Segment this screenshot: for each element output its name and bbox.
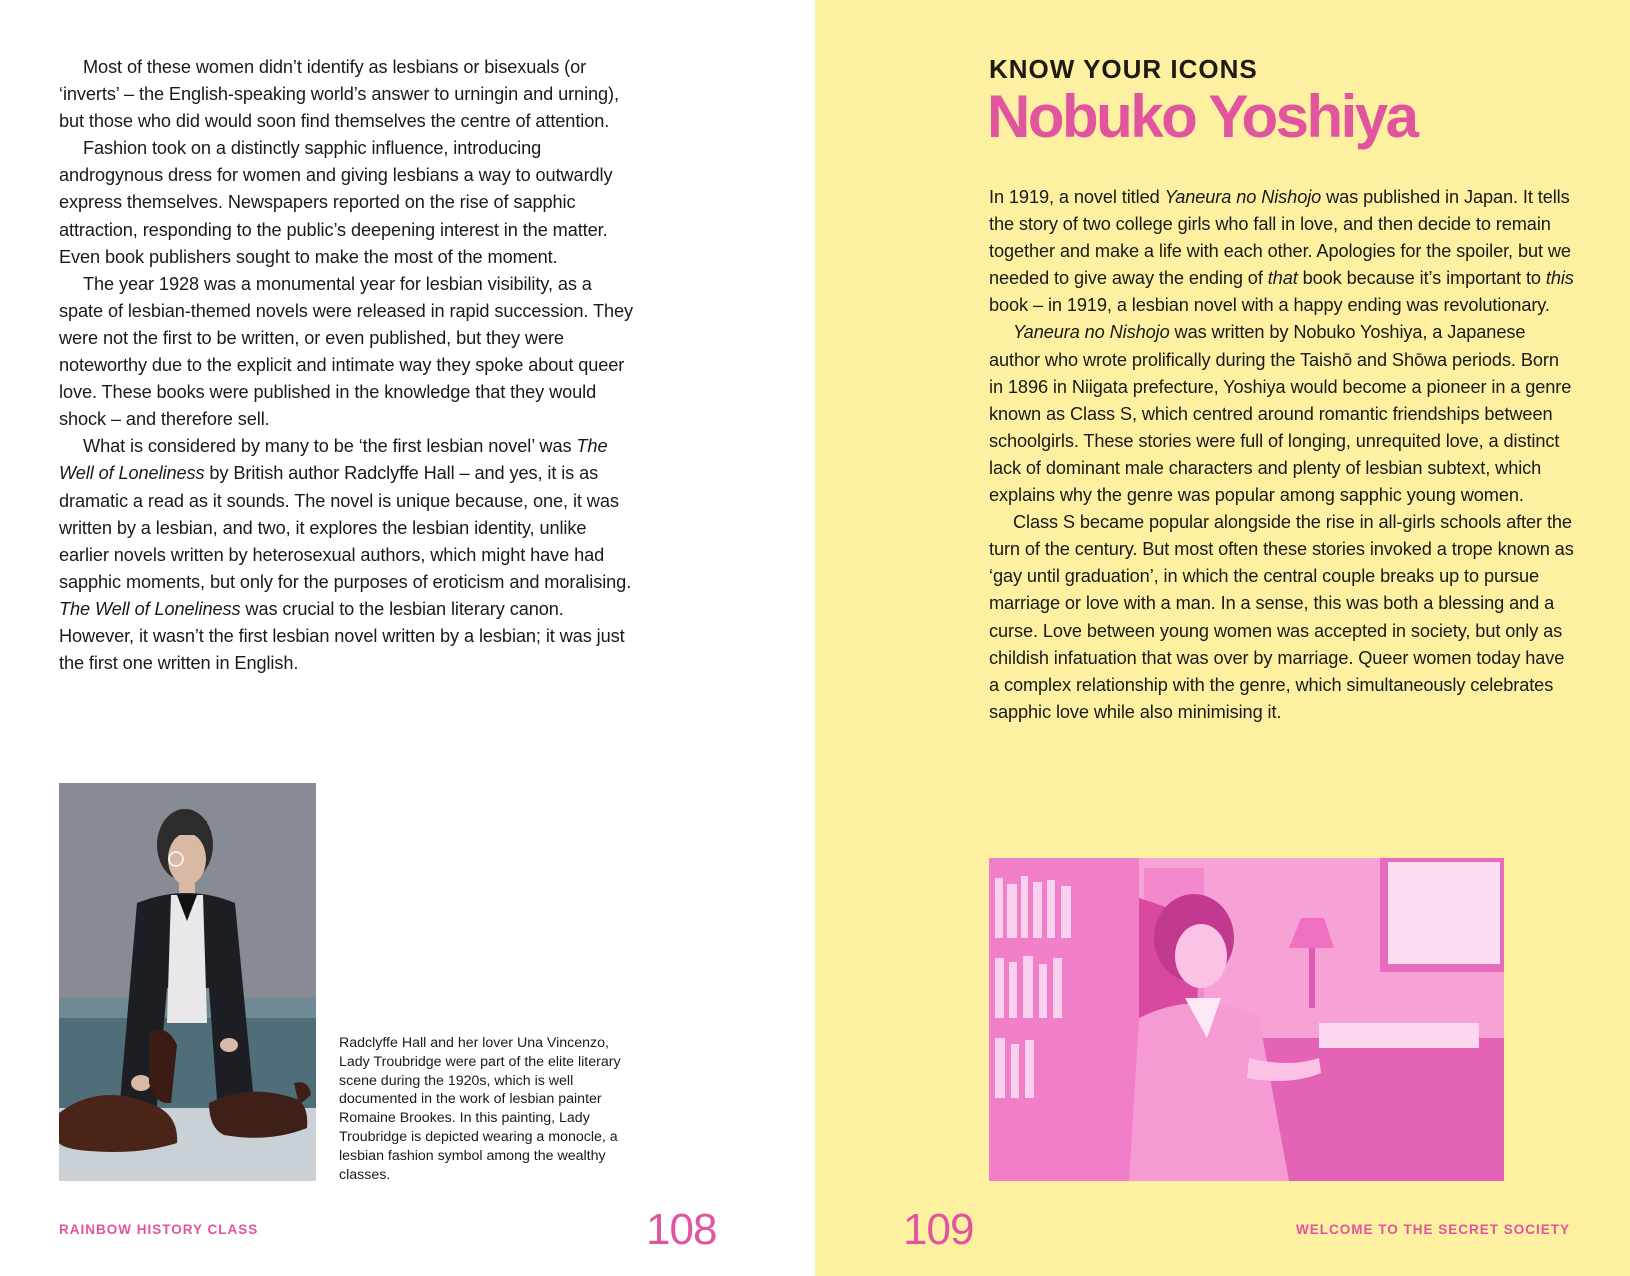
book-title: The Well of Loneliness	[59, 598, 241, 619]
text-run: book because it’s important to	[1297, 268, 1546, 289]
text-run: In 1919, a novel titled	[989, 187, 1165, 207]
painting-caption: Radclyffe Hall and her lover Una Vincenzo, Lady Troubridge were part of the elite literary scene during the 1920s, which is well documented in the work of lesbian painter Romaine Brookes. In this painting, Lady Troubridge is depicted wearing a monocle, a lesbian fashion symbol among the wealthy classes.	[339, 1035, 621, 1183]
section-kicker: KNOW YOUR ICONS	[989, 54, 1258, 84]
text-run: by British author Radclyffe Hall – and yes, it is as dramatic a read as it sounds. The novel is unique because, one, it was written by a lesbian, and two, it explores the lesbian identity, unlike earlier novels written by heterosexual authors, which might have had sapphic moments, but only for the purposes of eroticism and moralising.	[59, 463, 632, 592]
book-title: Yaneura no Nishojo	[1164, 187, 1322, 207]
book-title: The Well of Loneliness	[59, 436, 608, 484]
painting-illustration	[59, 783, 316, 1181]
page-number-right: 109	[903, 1205, 974, 1254]
right-paragraph-2	[989, 319, 1574, 509]
emphasis: that	[1267, 268, 1298, 289]
emphasis: this	[1545, 268, 1574, 289]
right-page	[815, 0, 1630, 1276]
page-number-left: 108	[646, 1205, 717, 1254]
page-headline: Nobuko Yoshiya	[987, 83, 1417, 150]
text-run: book – in 1919, a lesbian novel with a happy ending was revolutionary.	[989, 295, 1550, 316]
right-paragraph-3: Class S became popular alongside the rise in all-girls schools after the turn of the century. But most often these stories invoked a trope known as ‘gay until graduation’, in which the central couple breaks up to pursue marriage or love with a man. In a sense, this was both a blessing and a curse. Love between young women was accepted in society, but only as childish infatuation that was over by marriage. Queer women today have a complex relationship with the genre, which simultaneously celebrates sapphic love while also minimising it.	[989, 512, 1574, 722]
text-run: What is considered by many to be ‘the first lesbian novel’ was	[83, 436, 577, 457]
left-paragraph-1: Most of these women didn’t identify as lesbians or bisexuals (or ‘inverts’ – the English-speaking world’s answer to urningin and urning), but those who did would soon find themselves the centre of attention.	[59, 57, 619, 132]
text-run: was crucial to the lesbian literary canon. However, it wasn’t the first lesbian novel written by a lesbian; it was just the first one written in English.	[59, 598, 625, 674]
portrait-photo	[989, 858, 1504, 1181]
painting-image	[59, 783, 316, 1181]
running-footer-left: RAINBOW HISTORY CLASS	[59, 1222, 259, 1237]
book-title: Yaneura no Nishojo	[1013, 322, 1170, 343]
left-paragraph-2: Fashion took on a distinctly sapphic influence, introducing androgynous dress for women and giving lesbians a way to outwardly express themselves. Newspapers reported on the rise of sapphic attraction, responding to the public’s deepening interest in the matter. Even book publishers sought to make the most of the moment.	[59, 138, 613, 267]
left-paragraph-4	[59, 433, 639, 677]
running-footer-right: WELCOME TO THE SECRET SOCIETY	[1295, 1222, 1570, 1237]
text-run: was published in Japan. It tells the story of two college girls who fall in love, and then decide to remain together and make a life with each other. Apologies for the spoiler, but we needed to give away the ending of	[989, 187, 1571, 289]
right-body-text	[989, 184, 1574, 726]
photo-illustration	[989, 858, 1504, 1181]
text-run: was written by Nobuko Yoshiya, a Japanese author who wrote prolifically during the Taishō and Shōwa periods. Born in 1896 in Niigata prefecture, Yoshiya would become a pioneer in a genre known as Class S, which centred around romantic friendships between schoolgirls. These stories were full of longing, unrequited love, a distinct lack of dominant male characters and plenty of lesbian subtext, which explains why the genre was popular among sapphic young women.	[989, 322, 1572, 506]
left-paragraph-3: The year 1928 was a monumental year for lesbian visibility, as a spate of lesbian-themed novels were released in rapid succession. They were not the first to be written, or even published, but they were noteworthy due to the explicit and intimate way they spoke about queer love. These books were published in the knowledge that they would shock – and therefore sell.	[59, 273, 633, 430]
left-body-text	[59, 54, 639, 677]
right-paragraph-1	[989, 184, 1574, 319]
